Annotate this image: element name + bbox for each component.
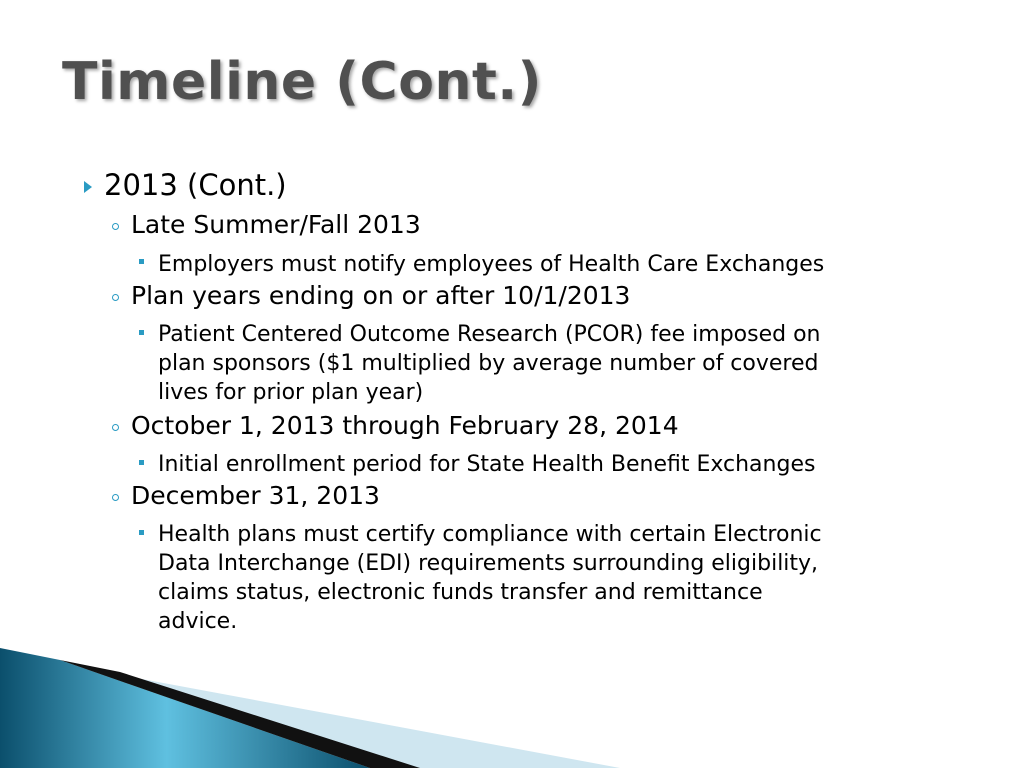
- section-item-line: Health plans must certify compliance with certain Electronic: [158, 522, 822, 547]
- section-heading: Late Summer/Fall 2013: [131, 210, 421, 239]
- section-heading: December 31, 2013: [131, 481, 380, 510]
- section-item-line: lives for prior plan year): [158, 380, 424, 405]
- section-item-line: Data Interchange (EDI) requirements surrounding eligibility,: [158, 551, 819, 576]
- section-item-line: plan sponsors ($1 multiplied by average number of covered: [158, 351, 819, 376]
- section-item-line: Patient Centered Outcome Research (PCOR) fee imposed on: [158, 322, 821, 347]
- wave-blue-band: [0, 648, 370, 768]
- level1-heading: 2013 (Cont.): [104, 168, 287, 202]
- section-heading: Plan years ending on or after 10/1/2013: [131, 281, 631, 310]
- section-item-line: advice.: [158, 609, 238, 634]
- section-heading: October 1, 2013 through February 28, 2014: [131, 411, 679, 440]
- section-item-line: Employers must notify employees of Health Care Exchanges: [158, 252, 825, 277]
- section-item-line: claims status, electronic funds transfer and remittance: [158, 580, 763, 605]
- slide-title: Timeline (Cont.): [62, 52, 542, 112]
- section-item-line: Initial enrollment period for State Health Benefit Exchanges: [158, 452, 816, 477]
